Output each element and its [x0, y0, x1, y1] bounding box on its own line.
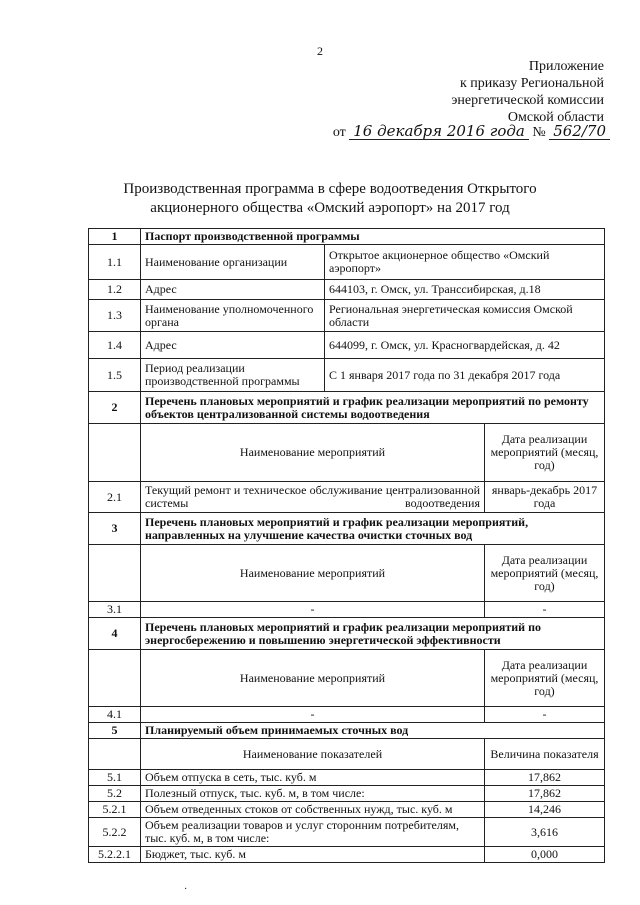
- row-label: Объем отпуска в сеть, тыс. куб. м: [141, 770, 485, 786]
- section-5-header: [89, 723, 605, 739]
- row-value: 644103, г. Омск, ул. Транссибирская, д.18: [325, 280, 605, 300]
- column-header-name: Наименование мероприятий: [141, 424, 485, 482]
- column-header-name: Наименование мероприятий: [141, 545, 485, 602]
- row-label: Объем отведенных стоков от собственных нужд, тыс. куб. м: [141, 802, 485, 818]
- row-value: -: [485, 602, 605, 618]
- document-title: [40, 180, 620, 218]
- row-number: 1.3: [89, 300, 141, 332]
- row-value: 644099, г. Омск, ул. Красногвардейская, д. 42: [325, 332, 605, 359]
- section-2-header: [89, 392, 605, 424]
- row-value: Региональная энергетическая комиссия Омской области: [325, 300, 605, 332]
- row-number: 1.4: [89, 332, 141, 359]
- row-label: Период реализации производственной программы: [141, 359, 325, 392]
- table-row: [89, 245, 605, 280]
- column-header-value: Величина показателя: [485, 739, 605, 770]
- row-number: 2.1: [89, 482, 141, 513]
- row-value: январь-декабрь 2017 года: [485, 482, 605, 513]
- order-number-label: №: [532, 125, 546, 140]
- appendix-line-4: Омской области: [507, 110, 604, 125]
- row-number: 5.1: [89, 770, 141, 786]
- order-number-handwritten: 562/70: [549, 124, 610, 140]
- appendix-line-2: к приказу Региональной: [459, 76, 604, 91]
- page-number: 2: [317, 44, 323, 58]
- scan-mark: ·: [184, 884, 188, 895]
- appendix-line-1: Приложение: [528, 59, 604, 74]
- row-label: Адрес: [141, 332, 325, 359]
- section-heading: Паспорт производственной программы: [141, 229, 605, 245]
- table-row: [89, 818, 605, 847]
- table-row: [89, 482, 605, 513]
- row-number: 1.5: [89, 359, 141, 392]
- order-date-handwritten: 16 декабря 2016 года: [349, 124, 529, 140]
- section-heading: Планируемый объем принимаемых сточных вод: [141, 723, 605, 739]
- section-3-header: [89, 513, 605, 545]
- column-header-date: Дата реализации мероприятий (месяц, год): [485, 424, 605, 482]
- program-table: [88, 228, 605, 863]
- row-number: 5.2.2.1: [89, 847, 141, 863]
- row-label: Бюджет, тыс. куб. м: [141, 847, 485, 863]
- row-label: Полезный отпуск, тыс. куб. м, в том числе:: [141, 786, 485, 802]
- section-number: 5: [89, 723, 141, 739]
- row-number: 1.2: [89, 280, 141, 300]
- order-from-label: от: [332, 125, 346, 140]
- table-row: [89, 359, 605, 392]
- title-line-2: акционерного общества «Омский аэропорт» на 2017 год: [150, 200, 510, 216]
- row-number: 3.1: [89, 602, 141, 618]
- row-number: 5.2: [89, 786, 141, 802]
- table-row: [89, 332, 605, 359]
- appendix-line-3: энергетической комиссии: [451, 93, 604, 108]
- column-header-name: Наименование показателей: [141, 739, 485, 770]
- table-row: [89, 280, 605, 300]
- section-number: 2: [89, 392, 141, 424]
- row-value: 17,862: [485, 770, 605, 786]
- row-value: Открытое акционерное общество «Омский аэропорт»: [325, 245, 605, 280]
- title-line-1: Производственная программа в сфере водоотведения Открытого: [123, 181, 537, 197]
- row-label: Текущий ремонт и техническое обслуживание централизованной системы водоотведения: [141, 482, 485, 513]
- row-label: Объем реализации товаров и услуг сторонним потребителям, тыс. куб. м, в том числе:: [141, 818, 485, 847]
- section-heading: Перечень плановых мероприятий и график реализации мероприятий по ремонту объектов централизованной системы водоотведения: [141, 392, 605, 424]
- row-label: Адрес: [141, 280, 325, 300]
- table-row: [89, 847, 605, 863]
- table-row: [89, 802, 605, 818]
- section-heading: Перечень плановых мероприятий и график реализации мероприятий по энергосбережению и повышению энергетической эффективности: [141, 618, 605, 650]
- section-4-header: [89, 618, 605, 650]
- row-value: 17,862: [485, 786, 605, 802]
- row-label: -: [141, 707, 485, 723]
- row-value: -: [485, 707, 605, 723]
- row-value: 0,000: [485, 847, 605, 863]
- row-value: 14,246: [485, 802, 605, 818]
- order-date-number: [333, 124, 610, 141]
- appendix-block: [451, 58, 604, 126]
- section-number: 3: [89, 513, 141, 545]
- row-label: Наименование организации: [141, 245, 325, 280]
- table-row: [89, 602, 605, 618]
- row-value: С 1 января 2017 года по 31 декабря 2017 года: [325, 359, 605, 392]
- table-row: [89, 786, 605, 802]
- column-header-row: [89, 424, 605, 482]
- section-1-header: [89, 229, 605, 245]
- column-header-name: Наименование мероприятий: [141, 650, 485, 707]
- section-number: 1: [89, 229, 141, 245]
- row-number: 1.1: [89, 245, 141, 280]
- row-label: Наименование уполномоченного органа: [141, 300, 325, 332]
- section-heading: Перечень плановых мероприятий и график реализации мероприятий, направленных на улучшение качества очистки сточных вод: [141, 513, 605, 545]
- table-row: [89, 300, 605, 332]
- row-number: 5.2.1: [89, 802, 141, 818]
- row-label: -: [141, 602, 485, 618]
- column-header-row: [89, 739, 605, 770]
- column-header-row: [89, 545, 605, 602]
- row-number: 4.1: [89, 707, 141, 723]
- row-value: 3,616: [485, 818, 605, 847]
- table-row: [89, 770, 605, 786]
- section-number: 4: [89, 618, 141, 650]
- column-header-date: Дата реализации мероприятий (месяц, год): [485, 545, 605, 602]
- column-header-date: Дата реализации мероприятий (месяц, год): [485, 650, 605, 707]
- column-header-row: [89, 650, 605, 707]
- row-number: 5.2.2: [89, 818, 141, 847]
- table-row: [89, 707, 605, 723]
